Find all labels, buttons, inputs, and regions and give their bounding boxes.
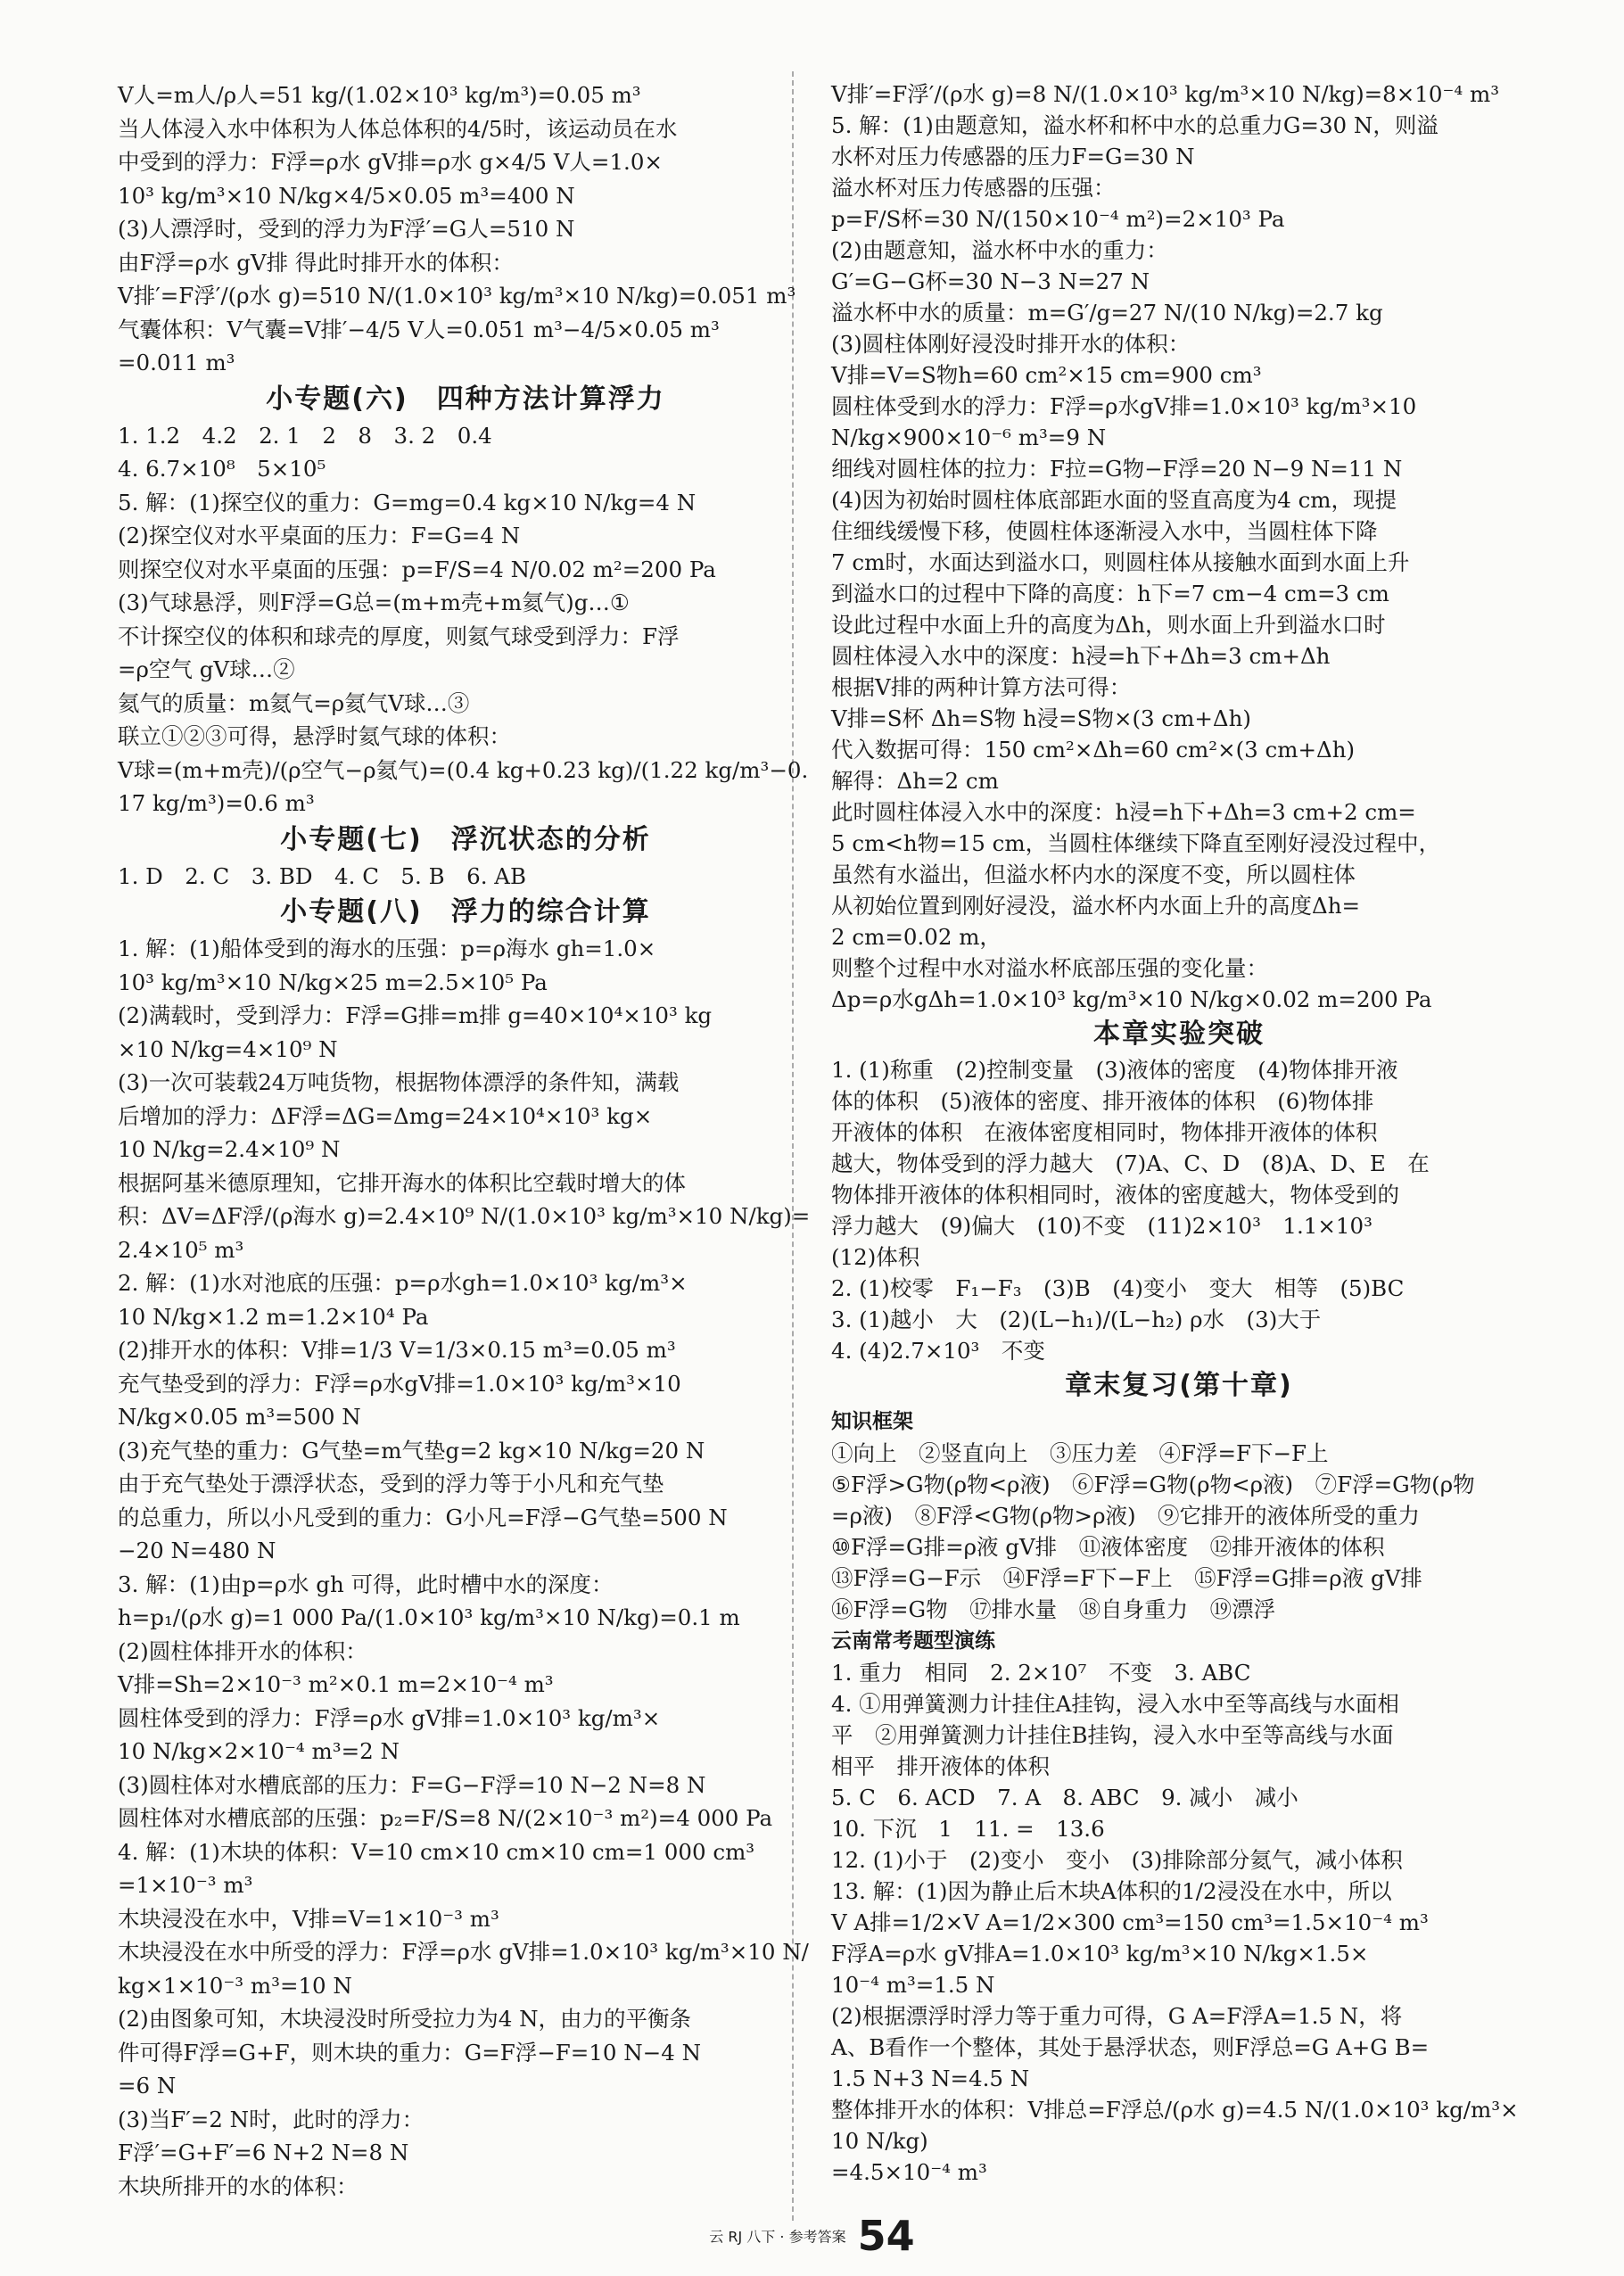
answer-line: 木块所排开的水的体积： — [118, 2173, 359, 2199]
answer-line: Δp=ρ水gΔh=1.0×10³ kg/m³×10 N/kg×0.02 m=200 Pa — [831, 986, 1432, 1012]
answer-line: (2)由图象可知，木块浸没时所受拉力为4 N，由力的平衡条 — [118, 2006, 692, 2032]
answer-line: ⑤F浮>G物(ρ物<ρ液) ⑥F浮=G物(ρ物<ρ液) ⑦F浮=G物(ρ物 — [831, 1472, 1475, 1497]
answer-line: 不计探空仪的体积和球壳的厚度，则氦气球受到浮力：F浮 — [118, 623, 680, 649]
answer-line: ①向上 ②竖直向上 ③压力差 ④F浮=F下−F上 — [831, 1440, 1329, 1466]
answer-line: 10. 下沉 1 11. = 13.6 — [831, 1816, 1105, 1842]
answer-line: 3. 解：(1)由p=ρ水 gh 可得，此时槽中水的深度： — [118, 1571, 614, 1597]
answer-line: 虽然有水溢出，但溢水杯内水的深度不变，所以圆柱体 — [831, 862, 1356, 887]
answer-line: 1. 重力 相同 2. 2×10⁷ 不变 3. ABC — [831, 1660, 1251, 1686]
answer-line: 12. (1)小于 (2)变小 变小 (3)排除部分氦气，减小体积 — [831, 1847, 1403, 1873]
answer-line: V排=S杯 Δh=S物 h浸=S物×(3 cm+Δh) — [831, 705, 1251, 731]
answer-line: 由于充气垫处于漂浮状态，受到的浮力等于小凡和充气垫 — [118, 1471, 664, 1497]
answer-line: −20 N=480 N — [118, 1538, 276, 1563]
answer-line: (2)根据漂浮时浮力等于重力可得，G A=F浮A=1.5 N，将 — [831, 2003, 1403, 2029]
answer-line: ⑬F浮=G−F示 ⑭F浮=F下−F上 ⑮F浮=G排=ρ液 gV排 — [831, 1565, 1422, 1591]
answer-line: 10 N/kg=2.4×10⁹ N — [118, 1136, 341, 1162]
answer-line: (3)当F′=2 N时，此时的浮力： — [118, 2106, 425, 2132]
answer-line: 设此过程中水面上升的高度为Δh，则水面上升到溢水口时 — [831, 612, 1386, 638]
answer-line: 物体排开液体的体积相同时，液体的密度越大，物体受到的 — [831, 1182, 1399, 1208]
answer-line: F浮A=ρ水 gV排A=1.0×10³ kg/m³×10 N/kg×1.5× — [831, 1941, 1369, 1967]
left-column — [118, 78, 813, 2203]
answer-line: V人=m人/ρ人=51 kg/(1.02×10³ kg/m³)=0.05 m³ — [118, 82, 641, 108]
answer-line: 圆柱体受到的浮力：F浮=ρ水 gV排=1.0×10³ kg/m³× — [118, 1704, 661, 1731]
answer-line: ×10 N/kg=4×10⁹ N — [118, 1035, 338, 1062]
answer-line: V排=Sh=2×10⁻³ m²×0.1 m=2×10⁻⁴ m³ — [118, 1671, 554, 1697]
answer-line: 根据V排的两种计算方法可得： — [831, 674, 1132, 700]
answer-line: 5. 解：(1)由题意知，溢水杯和杯中水的总重力G=30 N，则溢 — [831, 112, 1439, 138]
answer-line: 13. 解：(1)因为静止后木块A体积的1/2浸没在水中，所以 — [831, 1878, 1392, 1904]
answer-line: 气囊体积：V气囊=V排′−4/5 V人=0.051 m³−4/5×0.05 m³ — [118, 316, 720, 342]
answer-line: N/kg×900×10⁻⁶ m³=9 N — [831, 425, 1107, 450]
answer-line: 相平 排开液体的体积 — [831, 1753, 1050, 1779]
answer-line: (4)因为初始时圆柱体底部距水面的竖直高度为4 cm，现提 — [831, 487, 1397, 513]
answer-line: (12)体积 — [831, 1244, 920, 1270]
answer-line: N/kg×0.05 m³=500 N — [118, 1404, 361, 1430]
answer-line: (3)气球悬浮，则F浮=G总=(m+m壳+m氦气)g…① — [118, 590, 630, 615]
answer-line: =ρ液) ⑧F浮<G物(ρ物>ρ液) ⑨它排开的液体所受的重力 — [831, 1503, 1421, 1529]
answer-line: 平 ②用弹簧测力计挂住B挂钩，浸入水中至等高线与水面 — [831, 1722, 1394, 1748]
answer-line: V排′=F浮′/(ρ水 g)=510 N/(1.0×10³ kg/m³×10 N/kg)=0.051 m³ — [118, 283, 796, 309]
answer-line: 由F浮=ρ水 gV排 得此时排开水的体积： — [118, 249, 514, 276]
answer-line: 10⁻⁴ m³=1.5 N — [831, 1972, 995, 1998]
section-heading: 小专题(七) 浮沉状态的分析 — [280, 823, 651, 855]
answer-line: 后增加的浮力：ΔF浮=ΔG=Δmg=24×10⁴×10³ kg× — [118, 1102, 653, 1129]
answer-line: 溢水杯中水的质量：m=G′/g=27 N/(10 N/kg)=2.7 kg — [831, 300, 1383, 326]
section-heading: 小专题(八) 浮力的综合计算 — [280, 896, 651, 928]
subsection-heading: 知识框架 — [831, 1410, 913, 1433]
answer-line: 到溢水口的过程中下降的高度：h下=7 cm−4 cm=3 cm — [831, 581, 1389, 606]
answer-line: 圆柱体浸入水中的深度：h浸=h下+Δh=3 cm+Δh — [831, 643, 1331, 669]
answer-line: 越大，物体受到的浮力越大 (7)A、C、D (8)A、D、E 在 — [831, 1150, 1430, 1176]
answer-line: 开液体的体积 在液体密度相同时，物体排开液体的体积 — [831, 1119, 1378, 1145]
answer-line: 件可得F浮=G+F，则木块的重力：G=F浮−F=10 N−4 N — [118, 2039, 702, 2066]
answer-line: 4. 6.7×10⁸ 5×10⁵ — [118, 456, 326, 482]
answer-line: 2 cm=0.02 m， — [831, 924, 1002, 950]
page-footer — [0, 2212, 1624, 2260]
answer-line: 10³ kg/m³×10 N/kg×4/5×0.05 m³=400 N — [118, 182, 575, 209]
answer-line: 圆柱体受到水的浮力：F浮=ρ水gV排=1.0×10³ kg/m³×10 — [831, 393, 1417, 419]
answer-line: =1×10⁻³ m³ — [118, 1872, 253, 1898]
answer-line: 10 N/kg×2×10⁻⁴ m³=2 N — [118, 1738, 400, 1764]
answer-line: F浮′=G+F′=6 N+2 N=8 N — [118, 2140, 409, 2165]
answer-line: 整体排开水的体积：V排总=F浮总/(ρ水 g)=4.5 N/(1.0×10³ kg/m³×10 N/kg) — [831, 2097, 1519, 2154]
answer-line: (2)满载时，受到浮力：F浮=G排=m排 g=40×10⁴×10³ kg — [118, 1002, 713, 1028]
section-heading: 章末复习(第十章) — [1065, 1370, 1293, 1401]
answer-line: (3)充气垫的重力：G气垫=m气垫g=2 kg×10 N/kg=20 N — [118, 1437, 705, 1464]
answer-line: 木块浸没在水中所受的浮力：F浮=ρ水 gV排=1.0×10³ kg/m³×10 N/kg×1×10⁻³ m³=10 N — [118, 1939, 809, 1999]
answer-line: 1. (1)称重 (2)控制变量 (3)液体的密度 (4)物体排开液 — [831, 1057, 1398, 1083]
answer-line: (2)探空仪对水平桌面的压力：F=G=4 N — [118, 523, 521, 548]
answer-line: 体的体积 (5)液体的密度、排开液体的体积 (6)物体排 — [831, 1088, 1374, 1114]
answer-line: 4. ①用弹簧测力计挂住A挂钩，浸入水中至等高线与水面相 — [831, 1691, 1399, 1717]
answer-line: p=F/S杯=30 N/(150×10⁻⁴ m²)=2×10³ Pa — [831, 206, 1285, 232]
answer-line: 木块浸没在水中，V排=V=1×10⁻³ m³ — [118, 1905, 499, 1932]
answer-line: 细线对圆柱体的拉力：F拉=G物−F浮=20 N−9 N=11 N — [831, 456, 1403, 482]
answer-line: 则整个过程中水对溢水杯底部压强的变化量： — [831, 955, 1268, 981]
subsection-heading: 云南常考题型演练 — [831, 1629, 995, 1653]
answer-line: 中受到的浮力：F浮=ρ水 gV排=ρ水 g×4/5 V人=1.0× — [118, 149, 663, 175]
answer-line: G′=G−G杯=30 N−3 N=27 N — [831, 268, 1150, 294]
answer-line: 积：ΔV=ΔF浮/(ρ海水 g)=2.4×10⁹ N/(1.0×10³ kg/m³×10 N/kg)=2.4×10⁵ m³ — [118, 1203, 811, 1263]
answer-line: (2)由题意知，溢水杯中水的重力： — [831, 237, 1168, 263]
right-column — [831, 78, 1527, 2188]
answer-line: 则探空仪对水平桌面的压强：p=F/S=4 N/0.02 m²=200 Pa — [118, 556, 716, 582]
answer-line: 充气垫受到的浮力：F浮=ρ水gV排=1.0×10³ kg/m³×10 — [118, 1370, 681, 1397]
answer-line: 溢水杯对压力传感器的压强： — [831, 175, 1116, 201]
answer-line: 1.5 N+3 N=4.5 N — [831, 2066, 1030, 2091]
answer-line: =6 N — [118, 2073, 177, 2099]
answer-line: 的总重力，所以小凡受到的重力：G小凡=F浮−G气垫=500 N — [118, 1504, 728, 1530]
answer-line: V球=(m+m壳)/(ρ空气−ρ氦气)=(0.4 kg+0.23 kg)/(1.22 kg/m³−0.17 kg/m³)=0.6 m³ — [118, 756, 809, 816]
answer-line: 10 N/kg×1.2 m=1.2×10⁴ Pa — [118, 1303, 429, 1330]
answer-line: =4.5×10⁻⁴ m³ — [831, 2159, 987, 2185]
answer-line: 5 cm<h物=15 cm，当圆柱体继续下降直至刚好浸没过程中， — [831, 830, 1441, 856]
answer-line: 2. 解：(1)水对池底的压强：p=ρ水gh=1.0×10³ kg/m³× — [118, 1270, 688, 1296]
answer-line: 代入数据可得：150 cm²×Δh=60 cm²×(3 cm+Δh) — [831, 737, 1356, 763]
answer-line: ⑩F浮=G排=ρ液 gV排 ⑪液体密度 ⑫排开液体的体积 — [831, 1534, 1385, 1560]
answer-line: V A排=1/2×V A=1/2×300 cm³=150 cm³=1.5×10⁻⁴ m³ — [831, 1909, 1429, 1935]
answer-line: 水杯对压力传感器的压力F=G=30 N — [831, 144, 1195, 169]
answer-line: (3)圆柱体刚好浸没时排开水的体积： — [831, 331, 1191, 357]
answer-line: (3)圆柱体对水槽底部的压力：F=G−F浮=10 N−2 N=8 N — [118, 1771, 706, 1798]
answer-line: 3. (1)越小 大 (2)(L−h₁)/(L−h₂) ρ水 (3)大于 — [831, 1307, 1322, 1332]
answer-line: (3)一次可装载24万吨货物，根据物体漂浮的条件知，满载 — [118, 1069, 680, 1095]
answer-line: 住细线缓慢下移，使圆柱体逐渐浸入水中，当圆柱体下降 — [831, 518, 1378, 544]
answer-line: 7 cm时，水面达到溢水口，则圆柱体从接触水面到水面上升 — [831, 549, 1410, 575]
answer-line: 当人体浸入水中体积为人体总体积的4/5时，该运动员在水 — [118, 115, 678, 142]
answer-line: V排=V=S物h=60 cm²×15 cm=900 cm³ — [831, 362, 1262, 388]
answer-line: 5. C 6. ACD 7. A 8. ABC 9. 减小 减小 — [831, 1785, 1298, 1810]
answer-line: 联立①②③可得，悬浮时氦气球的体积： — [118, 723, 511, 749]
answer-line: 氦气的质量：m氦气=ρ氦气V球…③ — [118, 689, 470, 716]
answer-line: A、B看作一个整体，其处于悬浮状态，则F浮总=G A+G B= — [831, 2034, 1430, 2060]
answer-line: 浮力越大 (9)偏大 (10)不变 (11)2×10³ 1.1×10³ — [831, 1213, 1373, 1239]
footer-label: 云 RJ 八下 · 参考答案 — [709, 2228, 846, 2246]
answer-line: 解得：Δh=2 cm — [831, 768, 999, 794]
answer-line: =0.011 m³ — [118, 350, 235, 375]
answer-line: h=p₁/(ρ水 g)=1 000 Pa/(1.0×10³ kg/m³×10 N/kg)=0.1 m — [118, 1604, 740, 1630]
answer-line: 根据阿基米德原理知，它排开海水的体积比空载时增大的体 — [118, 1169, 686, 1196]
answer-line: (2)圆柱体排开水的体积： — [118, 1637, 367, 1664]
answer-line: 从初始位置到刚好浸没，溢水杯内水面上升的高度Δh= — [831, 893, 1360, 919]
answer-line: V排′=F浮′/(ρ水 g)=8 N/(1.0×10³ kg/m³×10 N/kg)=8×10⁻⁴ m³ — [831, 81, 1500, 107]
answer-line: 1. D 2. C 3. BD 4. C 5. B 6. AB — [118, 862, 526, 889]
answer-line: (3)人漂浮时，受到的浮力为F浮′=G人=510 N — [118, 216, 575, 242]
answer-line: 1. 1.2 4.2 2. 1 2 8 3. 2 0.4 — [118, 422, 492, 449]
answer-line: =ρ空气 gV球…② — [118, 656, 295, 682]
answer-line: 圆柱体对水槽底部的压强：p₂=F/S=8 N/(2×10⁻³ m²)=4 000 Pa — [118, 1805, 773, 1831]
answer-line: (2)排开水的体积：V排=1/3 V=1/3×0.15 m³=0.05 m³ — [118, 1337, 676, 1363]
section-heading: 小专题(六) 四种方法计算浮力 — [266, 383, 665, 415]
answer-line: 此时圆柱体浸入水中的深度：h浸=h下+Δh=3 cm+2 cm= — [831, 799, 1416, 825]
answer-line: 4. (4)2.7×10³ 不变 — [831, 1338, 1045, 1364]
answer-line: 4. 解：(1)木块的体积：V=10 cm×10 cm×10 cm=1 000 cm³ — [118, 1838, 755, 1865]
answer-line: 10³ kg/m³×10 N/kg×25 m=2.5×10⁵ Pa — [118, 969, 548, 995]
section-heading: 本章实验突破 — [1093, 1018, 1265, 1050]
answer-line: 5. 解：(1)探空仪的重力：G=mg=0.4 kg×10 N/kg=4 N — [118, 489, 697, 515]
page-number: 54 — [857, 2212, 915, 2260]
answer-line: 1. 解：(1)船体受到的海水的压强：p=ρ海水 gh=1.0× — [118, 936, 656, 961]
answer-line: 2. (1)校零 F₁−F₃ (3)B (4)变小 变大 相等 (5)BC — [831, 1275, 1405, 1301]
answer-line: ⑯F浮=G物 ⑰排水量 ⑱自身重力 ⑲漂浮 — [831, 1596, 1276, 1622]
